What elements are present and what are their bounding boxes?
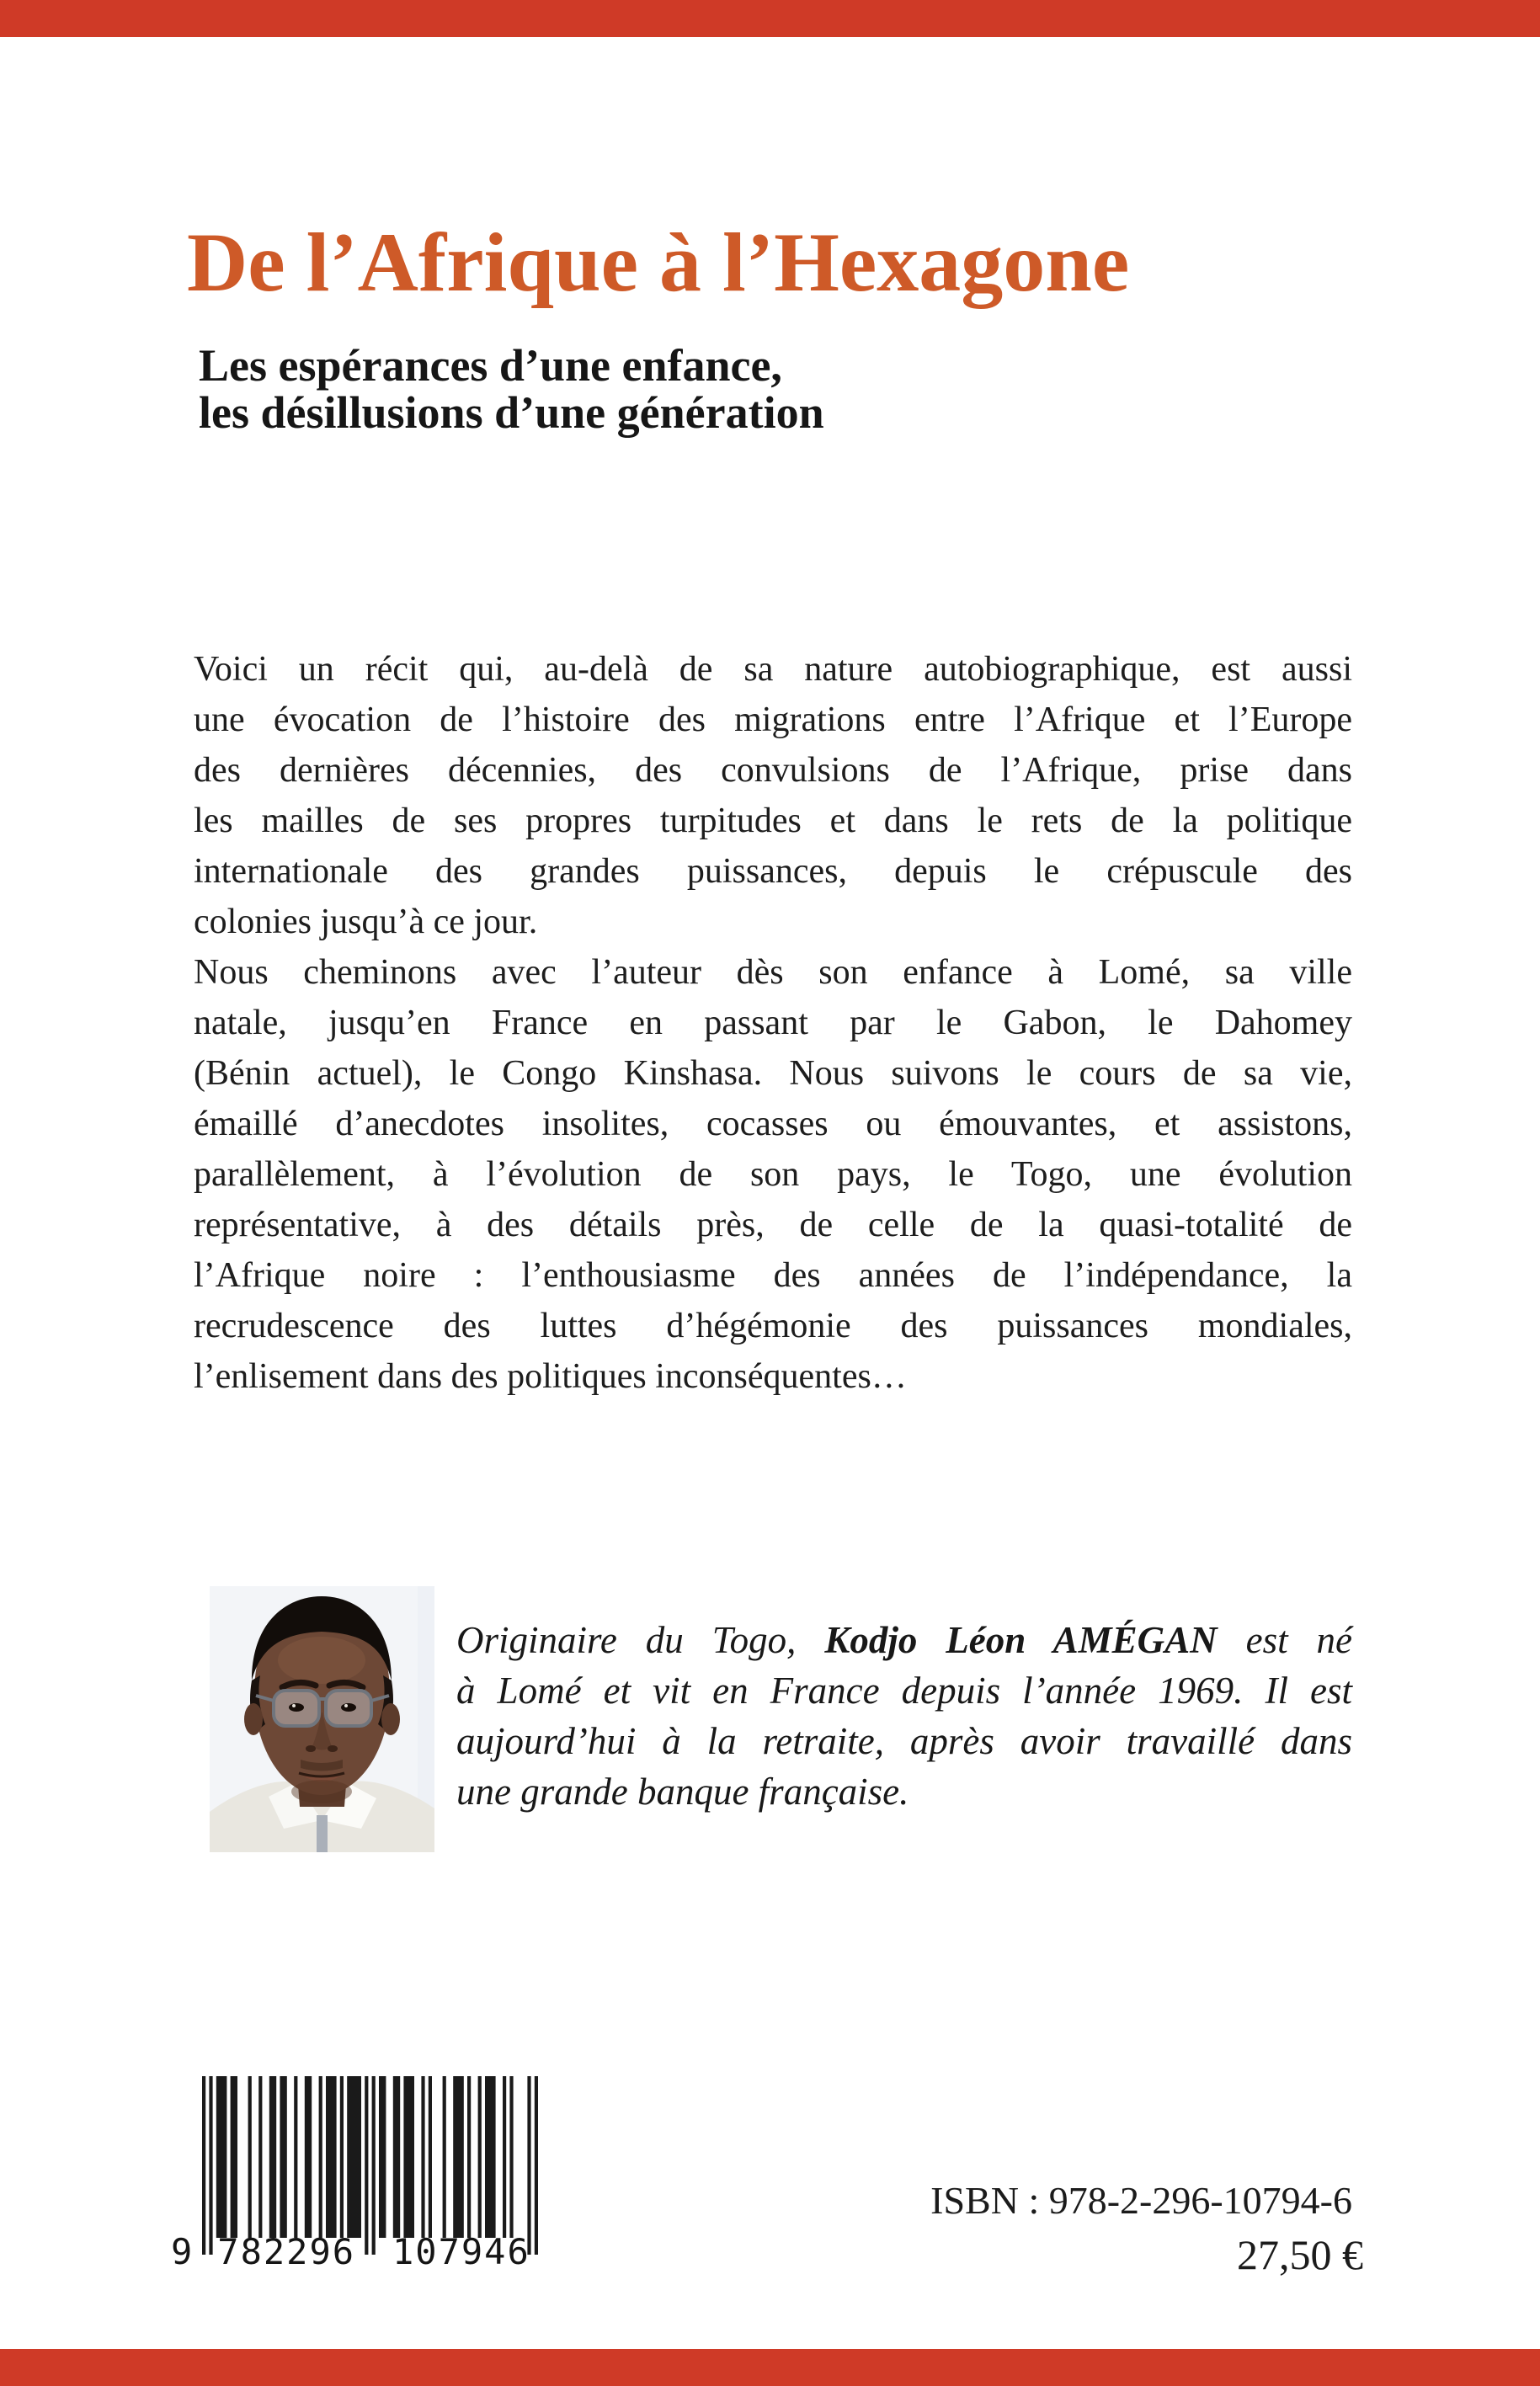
author-bio [456, 1615, 1352, 1817]
synopsis-line: recrudescence des luttes d’hégémonie des puissances mondiales, [194, 1307, 1352, 1345]
book-subtitle-line-1: Les espérances d’une enfance, [199, 340, 782, 391]
author-bio-text: Originaire du Togo, [456, 1619, 825, 1661]
author-bio-line: aujourd’hui à la retraite, après avoir travaillé dans [456, 1720, 1352, 1762]
barcode-digits-group1: 782296 [217, 2231, 356, 2272]
book-subtitle-line-2: les désillusions d’une génération [199, 387, 824, 438]
synopsis-line: colonies jusqu’à ce jour. [194, 903, 538, 941]
book-subtitle [199, 342, 1209, 436]
author-bio-line: une grande banque française. [456, 1771, 909, 1813]
author-bio-text: est né [1217, 1619, 1353, 1661]
synopsis-line: (Bénin actuel), le Congo Kinshasa. Nous suivons le cours de sa vie, [194, 1054, 1352, 1093]
synopsis [194, 644, 1352, 1402]
isbn-label: ISBN : 978-2-296-10794-6 [930, 2179, 1352, 2222]
synopsis-line: l’enlisement dans des politiques inconséquentes… [194, 1357, 907, 1396]
synopsis-line: parallèlement, à l’évolution de son pays, le Togo, une évolution [194, 1155, 1352, 1194]
top-accent-bar [0, 0, 1540, 37]
synopsis-line: une évocation de l’histoire des migrations entre l’Afrique et l’Europe [194, 700, 1352, 739]
synopsis-line: Voici un récit qui, au-delà de sa nature autobiographique, est aussi [194, 650, 1352, 689]
synopsis-line: internationale des grandes puissances, depuis le crépuscule des [194, 852, 1352, 891]
book-title: De l’Afrique à l’Hexagone [187, 216, 1130, 309]
barcode-bars [202, 2076, 538, 2255]
barcode-digits [171, 2231, 558, 2273]
barcode-digits-group2: 107946 [392, 2231, 530, 2272]
author-bio-line [456, 1615, 1352, 1665]
ean-barcode [202, 2076, 538, 2255]
author-portrait-image [210, 1586, 434, 1852]
synopsis-line: l’Afrique noire : l’enthousiasme des années de l’indépendance, la [194, 1256, 1352, 1295]
synopsis-line: Nous cheminons avec l’auteur dès son enfance à Lomé, sa ville [194, 953, 1352, 992]
synopsis-line: émaillé d’anecdotes insolites, cocasses ou émouvantes, et assistons, [194, 1105, 1352, 1143]
author-photo [210, 1586, 434, 1852]
author-name: Kodjo Léon AMÉGAN [824, 1619, 1218, 1661]
bottom-accent-bar [0, 2349, 1540, 2386]
synopsis-line: les mailles de ses propres turpitudes et dans le rets de la politique [194, 802, 1352, 840]
price-label: 27,50 € [1237, 2231, 1363, 2278]
synopsis-line: représentative, à des détails près, de celle de la quasi-totalité de [194, 1206, 1352, 1244]
synopsis-line: des dernières décennies, des convulsions de l’Afrique, prise dans [194, 751, 1352, 790]
barcode-digit-left: 9 [171, 2231, 193, 2272]
synopsis-line: natale, jusqu’en France en passant par le Gabon, le Dahomey [194, 1004, 1352, 1042]
author-bio-line: à Lomé et vit en France depuis l’année 1969. Il est [456, 1670, 1352, 1712]
